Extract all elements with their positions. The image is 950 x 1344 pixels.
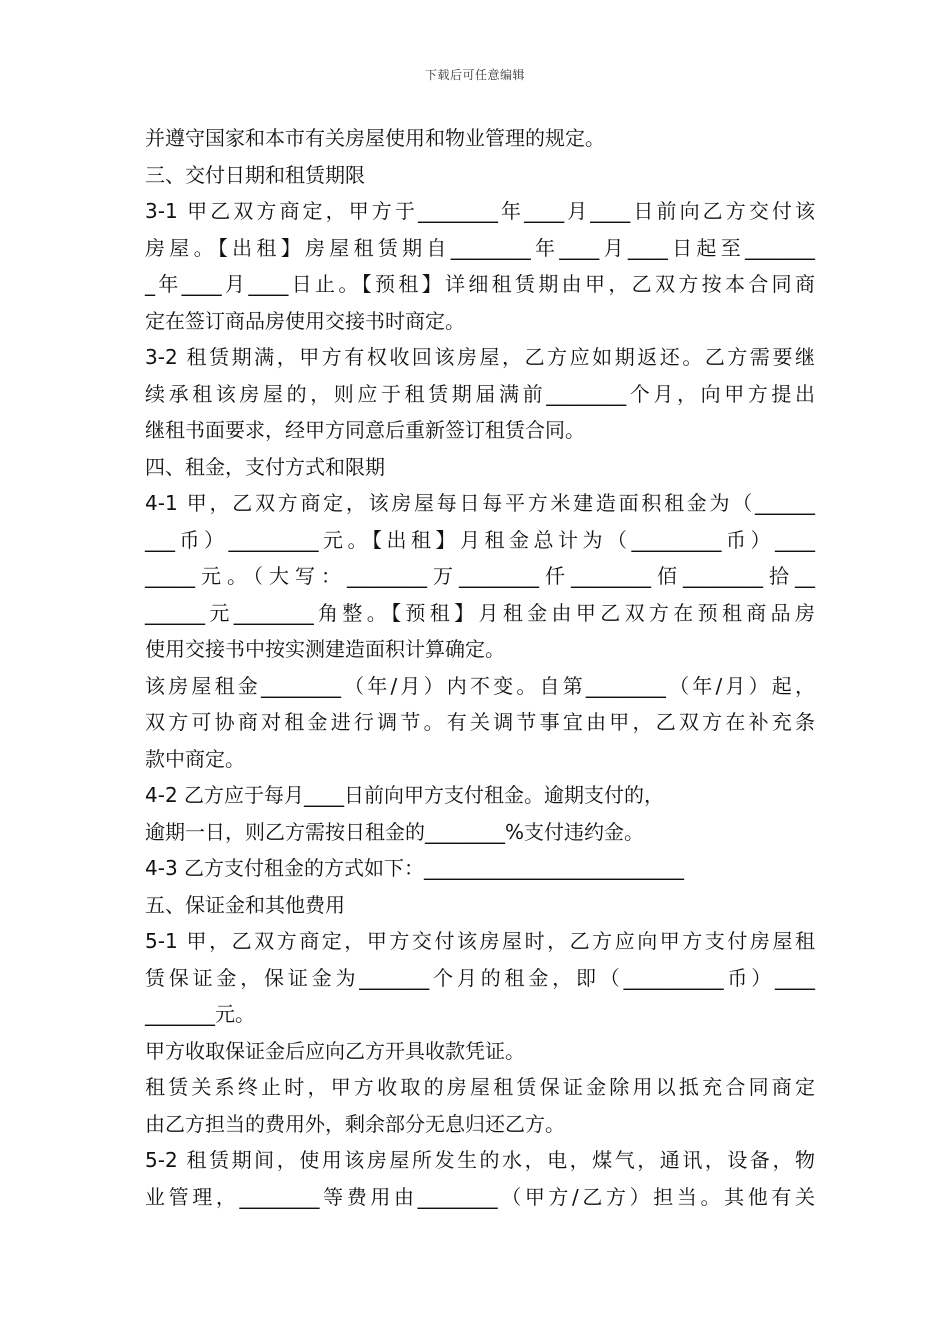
document-body bbox=[145, 120, 815, 1215]
text-line: 续承租该房屋的，则应于租赁期届满前________个月，向甲方提出 bbox=[145, 381, 815, 406]
text-line: 使用交接书中按实测建造面积计算确定。 bbox=[145, 637, 505, 661]
page-header: 下载后可任意编辑 bbox=[424, 68, 525, 82]
section-heading: 五、保证金和其他费用 bbox=[145, 892, 345, 917]
text-line: 该房屋租金________（年/月）内不变。自第________（年/月）起， bbox=[145, 673, 815, 698]
text-line: 4-3 乙方支付租金的方式如下：__________________________ bbox=[145, 856, 685, 880]
text-line: _____元。（大写：________万________仟________佰________拾__ bbox=[145, 564, 815, 588]
text-line: 3-2 租赁期满，甲方有权收回该房屋，乙方应如期返还。乙方需要继 bbox=[145, 345, 815, 369]
text-line: 业管理，________等费用由________（甲方/乙方）担当。其他有关 bbox=[145, 1184, 815, 1209]
text-line: 3-1 甲乙双方商定，甲方于________年____月____日前向乙方交付该 bbox=[145, 199, 815, 223]
text-line: 并遵守国家和本市有关房屋使用和物业管理的规定。 bbox=[145, 126, 605, 150]
text-line: 双方可协商对租金进行调节。有关调节事宜由甲，乙双方在补充条 bbox=[145, 710, 815, 734]
text-line: 由乙方担当的费用外，剩余部分无息归还乙方。 bbox=[145, 1111, 565, 1136]
text-line: 房屋。【出租】房屋租赁期自________年____月____日起至_______ bbox=[145, 235, 815, 260]
text-line: 5-1 甲，乙双方商定，甲方交付该房屋时，乙方应向甲方支付房屋租 bbox=[145, 929, 815, 953]
section-heading: 四、租金，支付方式和限期 bbox=[145, 454, 385, 479]
text-line: 5-2 租赁期间，使用该房屋所发生的水，电，煤气，通讯，设备，物 bbox=[145, 1148, 815, 1172]
text-line: 4-1 甲，乙双方商定，该房屋每日每平方米建造面积租金为（______ bbox=[145, 491, 815, 515]
text-line: 款中商定。 bbox=[145, 746, 245, 771]
text-line: 租赁关系终止时，甲方收取的房屋租赁保证金除用以抵充合同商定 bbox=[145, 1075, 815, 1099]
text-line: 定在签订商品房使用交接书时商定。 bbox=[145, 308, 465, 333]
text-line: 继租书面要求，经甲方同意后重新签订租赁合同。 bbox=[145, 418, 585, 442]
text-line: 甲方收取保证金后应向乙方开具收款凭证。 bbox=[145, 1038, 525, 1063]
section-heading: 三、交付日期和租赁期限 bbox=[145, 162, 365, 187]
text-line: ______元________角整。【预租】月租金由甲乙双方在预租商品房 bbox=[145, 600, 815, 625]
text-line: _年____月____日止。【预租】详细租赁期由甲，乙双方按本合同商 bbox=[145, 272, 815, 296]
text-line: 4-2 乙方应于每月____日前向甲方支付租金。逾期支付的， bbox=[145, 783, 665, 807]
text-line: 赁保证金，保证金为_______个月的租金，即（__________币）____ bbox=[145, 965, 815, 990]
text-line: 逾期一日，则乙方需按日租金的________%支付违约金。 bbox=[145, 819, 645, 844]
text-line: _______元。 bbox=[145, 1002, 255, 1026]
text-line: ___币）_________元。【出租】月租金总计为（_________币）____ bbox=[145, 527, 815, 552]
